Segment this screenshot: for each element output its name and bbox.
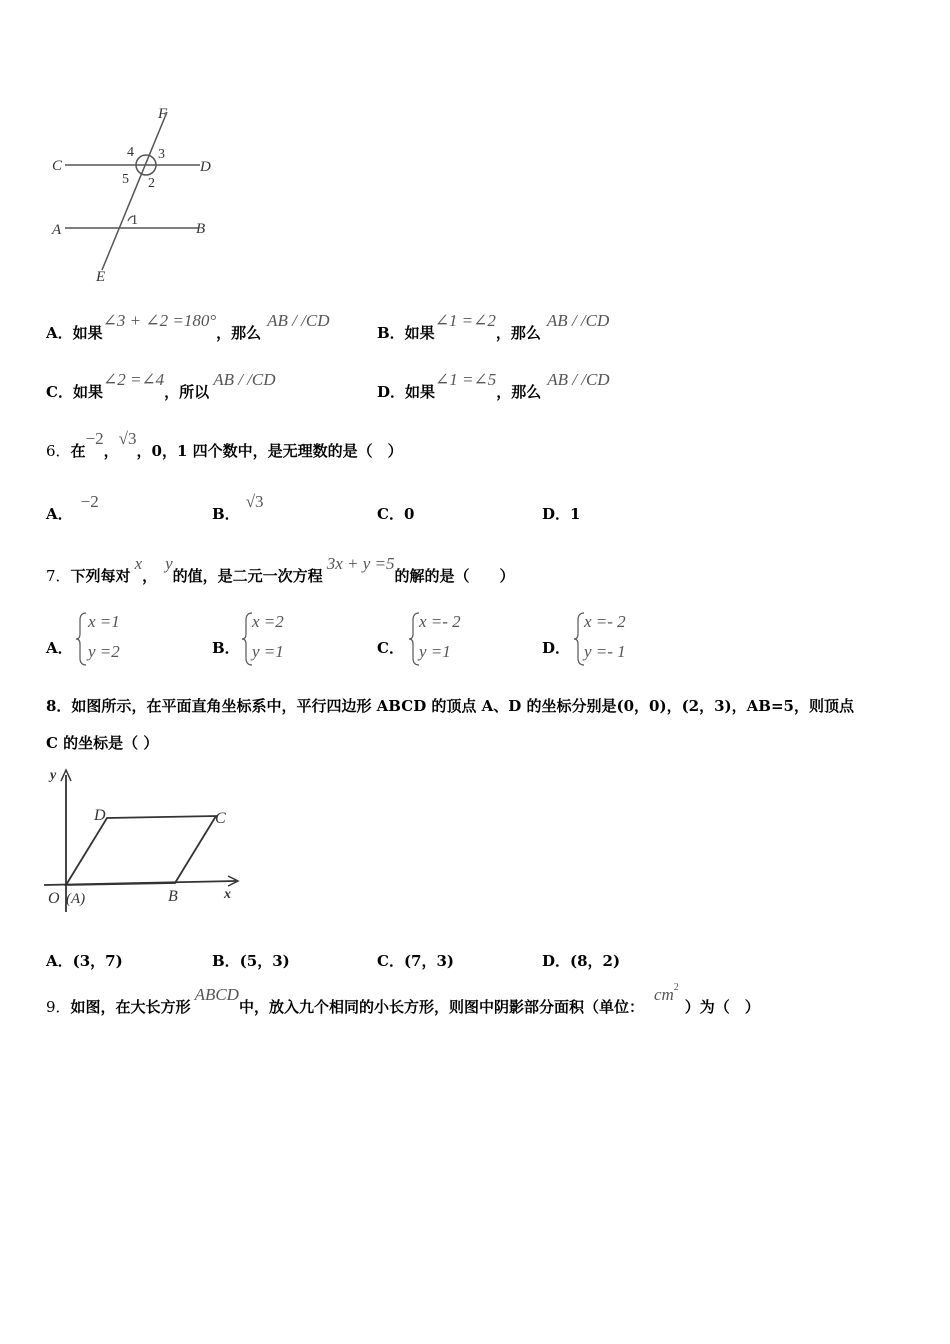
q6-a-label: A． [46,505,73,523]
label-3: 3 [158,147,165,162]
label-5: 5 [122,172,129,187]
q9-abcd: ABCD [194,985,239,1004]
q6-number: 6． [46,442,71,460]
q5-b-cond: ∠1 =∠2 [434,311,496,330]
q7-a-line2: y =2 [88,642,120,661]
q5-option-a [46,311,330,343]
q9-pre: 如图，在大长方形 [70,998,191,1016]
q9-mid: 中，放入九个相同的小长方形，则图中阴影部分面积（单位： [238,998,644,1016]
q7-d-label: D． [542,639,571,657]
q7-pre: 下列每对 [70,567,131,585]
q8-stem-line1: 8．如图所示，在平面直角坐标系中，平行四边形 ABCD 的顶点 A、D 的坐标分别是(0，0)，(2，3)，AB=5，则顶点 [46,697,854,715]
q7-d-line2: y =- 1 [584,642,626,661]
parallelogram-coordinate-figure [40,765,250,915]
q6-rest: ，0，1 四个数中，是无理数的是（ ） [136,442,403,460]
q5-option-d [377,370,610,402]
q6-b-label: B． [212,505,240,523]
q6-option-a [46,492,99,524]
point-A-label: (A) [66,891,86,907]
axis-x-label: x [224,887,231,902]
q6-option-d: D．1 [542,505,581,523]
label-A: A [52,222,62,238]
label-2: 2 [148,176,155,191]
q7-a-line1: x =1 [88,612,120,631]
q6-a-val: −2 [80,492,99,511]
q7-c-line2: y =1 [419,642,451,661]
q7-y: y [165,554,173,573]
q5-d-mid: ，那么 [496,383,542,401]
label-1: 1 [131,213,138,228]
q6-b-val: √3 [245,492,264,511]
brace-icon [76,612,88,666]
q5-b-mid: ，那么 [495,324,541,342]
q8-option-c: C．(7，3) [377,952,455,970]
q6-m2: √3 [118,429,137,448]
q5-d-concl: AB / /CD [547,370,610,389]
point-O-label: O [48,890,60,907]
label-4: 4 [127,145,134,160]
q7-x: x [134,554,143,573]
q7-b-line2: y =1 [252,642,284,661]
q6-pre: 在 [70,442,86,460]
q7-d-line1: x =- 2 [584,612,626,631]
q7-mid: 的值，是二元一次方程 [172,567,323,585]
q5-option-b [377,311,610,343]
label-B: B [196,221,206,237]
q5-a-label: A．如果 [46,324,103,342]
q8-stem-line2: C 的坐标是（ ） [46,734,159,752]
q5-d-label: D．如果 [377,383,436,401]
q8-option-a: A．(3，7) [46,952,123,970]
point-B-label: B [168,888,178,905]
q6-sep: ， [103,442,119,460]
q9-number: 9． [46,998,71,1016]
label-E: E [96,269,106,285]
q5-a-cond: ∠3 + ∠2 =180° [102,311,217,330]
label-F: F [158,106,168,122]
q5-b-label: B．如果 [377,324,435,342]
q7-b-label: B． [212,639,240,657]
point-D-label: D [94,807,106,824]
q7-post: 的解的是（ ） [394,567,515,585]
q8-option-b: B．(5，3) [212,952,290,970]
q7-sep: ， [142,567,158,585]
q6-option-b [212,492,264,524]
q8-option-d: D．(8，2) [542,952,621,970]
q5-d-cond: ∠1 =∠5 [435,370,497,389]
q6-option-c: C．0 [377,505,415,523]
parallel-lines-figure [40,100,230,290]
label-D: D [200,159,211,175]
q5-c-cond: ∠2 =∠4 [102,370,165,389]
q7-stem [46,554,515,586]
q7-b-line1: x =2 [252,612,284,631]
q7-c-line1: x =- 2 [419,612,461,631]
q5-c-concl: AB / /CD [213,370,276,389]
q5-c-label: C．如果 [46,383,103,401]
q9-post: ）为（ ） [684,998,760,1016]
q9-unit-sup: 2 [673,982,679,993]
q7-number: 7． [46,567,71,585]
label-C: C [52,158,63,174]
q6-stem [46,429,403,461]
q7-a-label: A． [46,639,73,657]
q5-a-concl: AB / /CD [267,311,330,330]
q5-option-c [46,370,276,402]
q9-stem [46,982,760,1020]
q5-b-concl: AB / /CD [546,311,610,330]
q5-a-mid: ，那么 [216,324,262,342]
q5-c-mid: ，所以 [164,383,210,401]
axis-y-label: y [50,768,57,783]
point-C-label: C [215,810,226,827]
q9-unit: cm [653,985,674,1004]
q7-c-label: C． [377,639,404,657]
q7-eq: 3x + y =5 [326,554,395,573]
q6-m1: −2 [85,429,104,448]
